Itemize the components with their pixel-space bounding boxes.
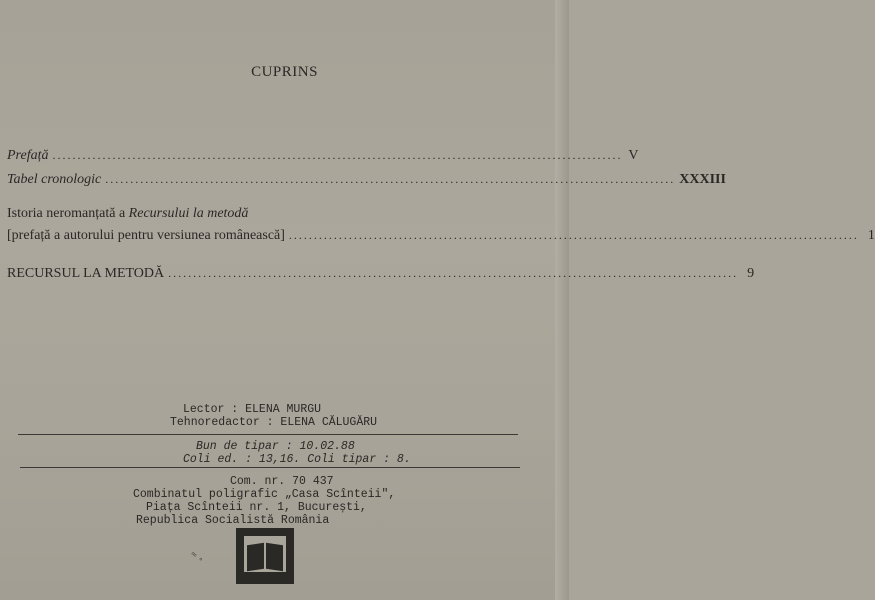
publisher-logo-icon [236, 528, 294, 584]
divider-line [18, 434, 518, 435]
toc-page-number: 9 [747, 266, 755, 281]
toc-entry-istoria-line1 [7, 206, 248, 222]
toc-entry-istoria-line2 [7, 228, 875, 244]
colophon-republica: Republica Socialistă România [136, 514, 330, 527]
toc-label: RECURSUL LA METODĂ [7, 266, 165, 281]
toc-leader-dots: .................................................................................................................. [168, 266, 739, 280]
toc-label: Tabel cronologic [7, 172, 102, 187]
colophon-combinatul: Combinatul poligrafic „Casa Scînteii", [133, 488, 396, 501]
toc-label: [prefață a autorului pentru versiunea românească] [7, 228, 285, 243]
toc-leader-dots: .................................................................................................................. [105, 172, 676, 186]
toc-page-number: XXXIII [679, 172, 726, 187]
toc-leader-dots: .................................................................................................................. [288, 228, 859, 242]
colophon-lector: Lector : ELENA MURGU [183, 403, 322, 416]
page-title: CUPRINS [251, 64, 318, 80]
divider-line [20, 467, 520, 468]
colophon-piata: Piața Scînteii nr. 1, București, [146, 501, 367, 514]
colophon-tehnoredactor: Tehnoredactor : ELENA CĂLUGĂRU [170, 416, 378, 429]
toc-leader-dots: .................................................................................................................. [52, 148, 623, 162]
toc-label-italic: Recursului la metodă [128, 206, 249, 221]
toc-entry-tabel-cronologic [7, 172, 726, 188]
toc-page-number: V [628, 148, 639, 163]
colophon-coli: Coli ed. : 13,16. Coli tipar : 8. [183, 453, 411, 466]
toc-label: Prefață [7, 148, 49, 163]
toc-page-number: 1 [867, 228, 875, 243]
colophon-com: Com. nr. 70 437 [230, 475, 334, 488]
toc-entry-recursul [7, 266, 755, 282]
page-edge-shadow [555, 0, 569, 600]
colophon-bun-de-tipar: Bun de tipar : 10.02.88 [196, 440, 355, 453]
toc-entry-prefata [7, 148, 639, 164]
toc-label: Istoria neromanțată a [7, 206, 126, 221]
pencil-mark: ≈ ∘ [188, 548, 206, 565]
